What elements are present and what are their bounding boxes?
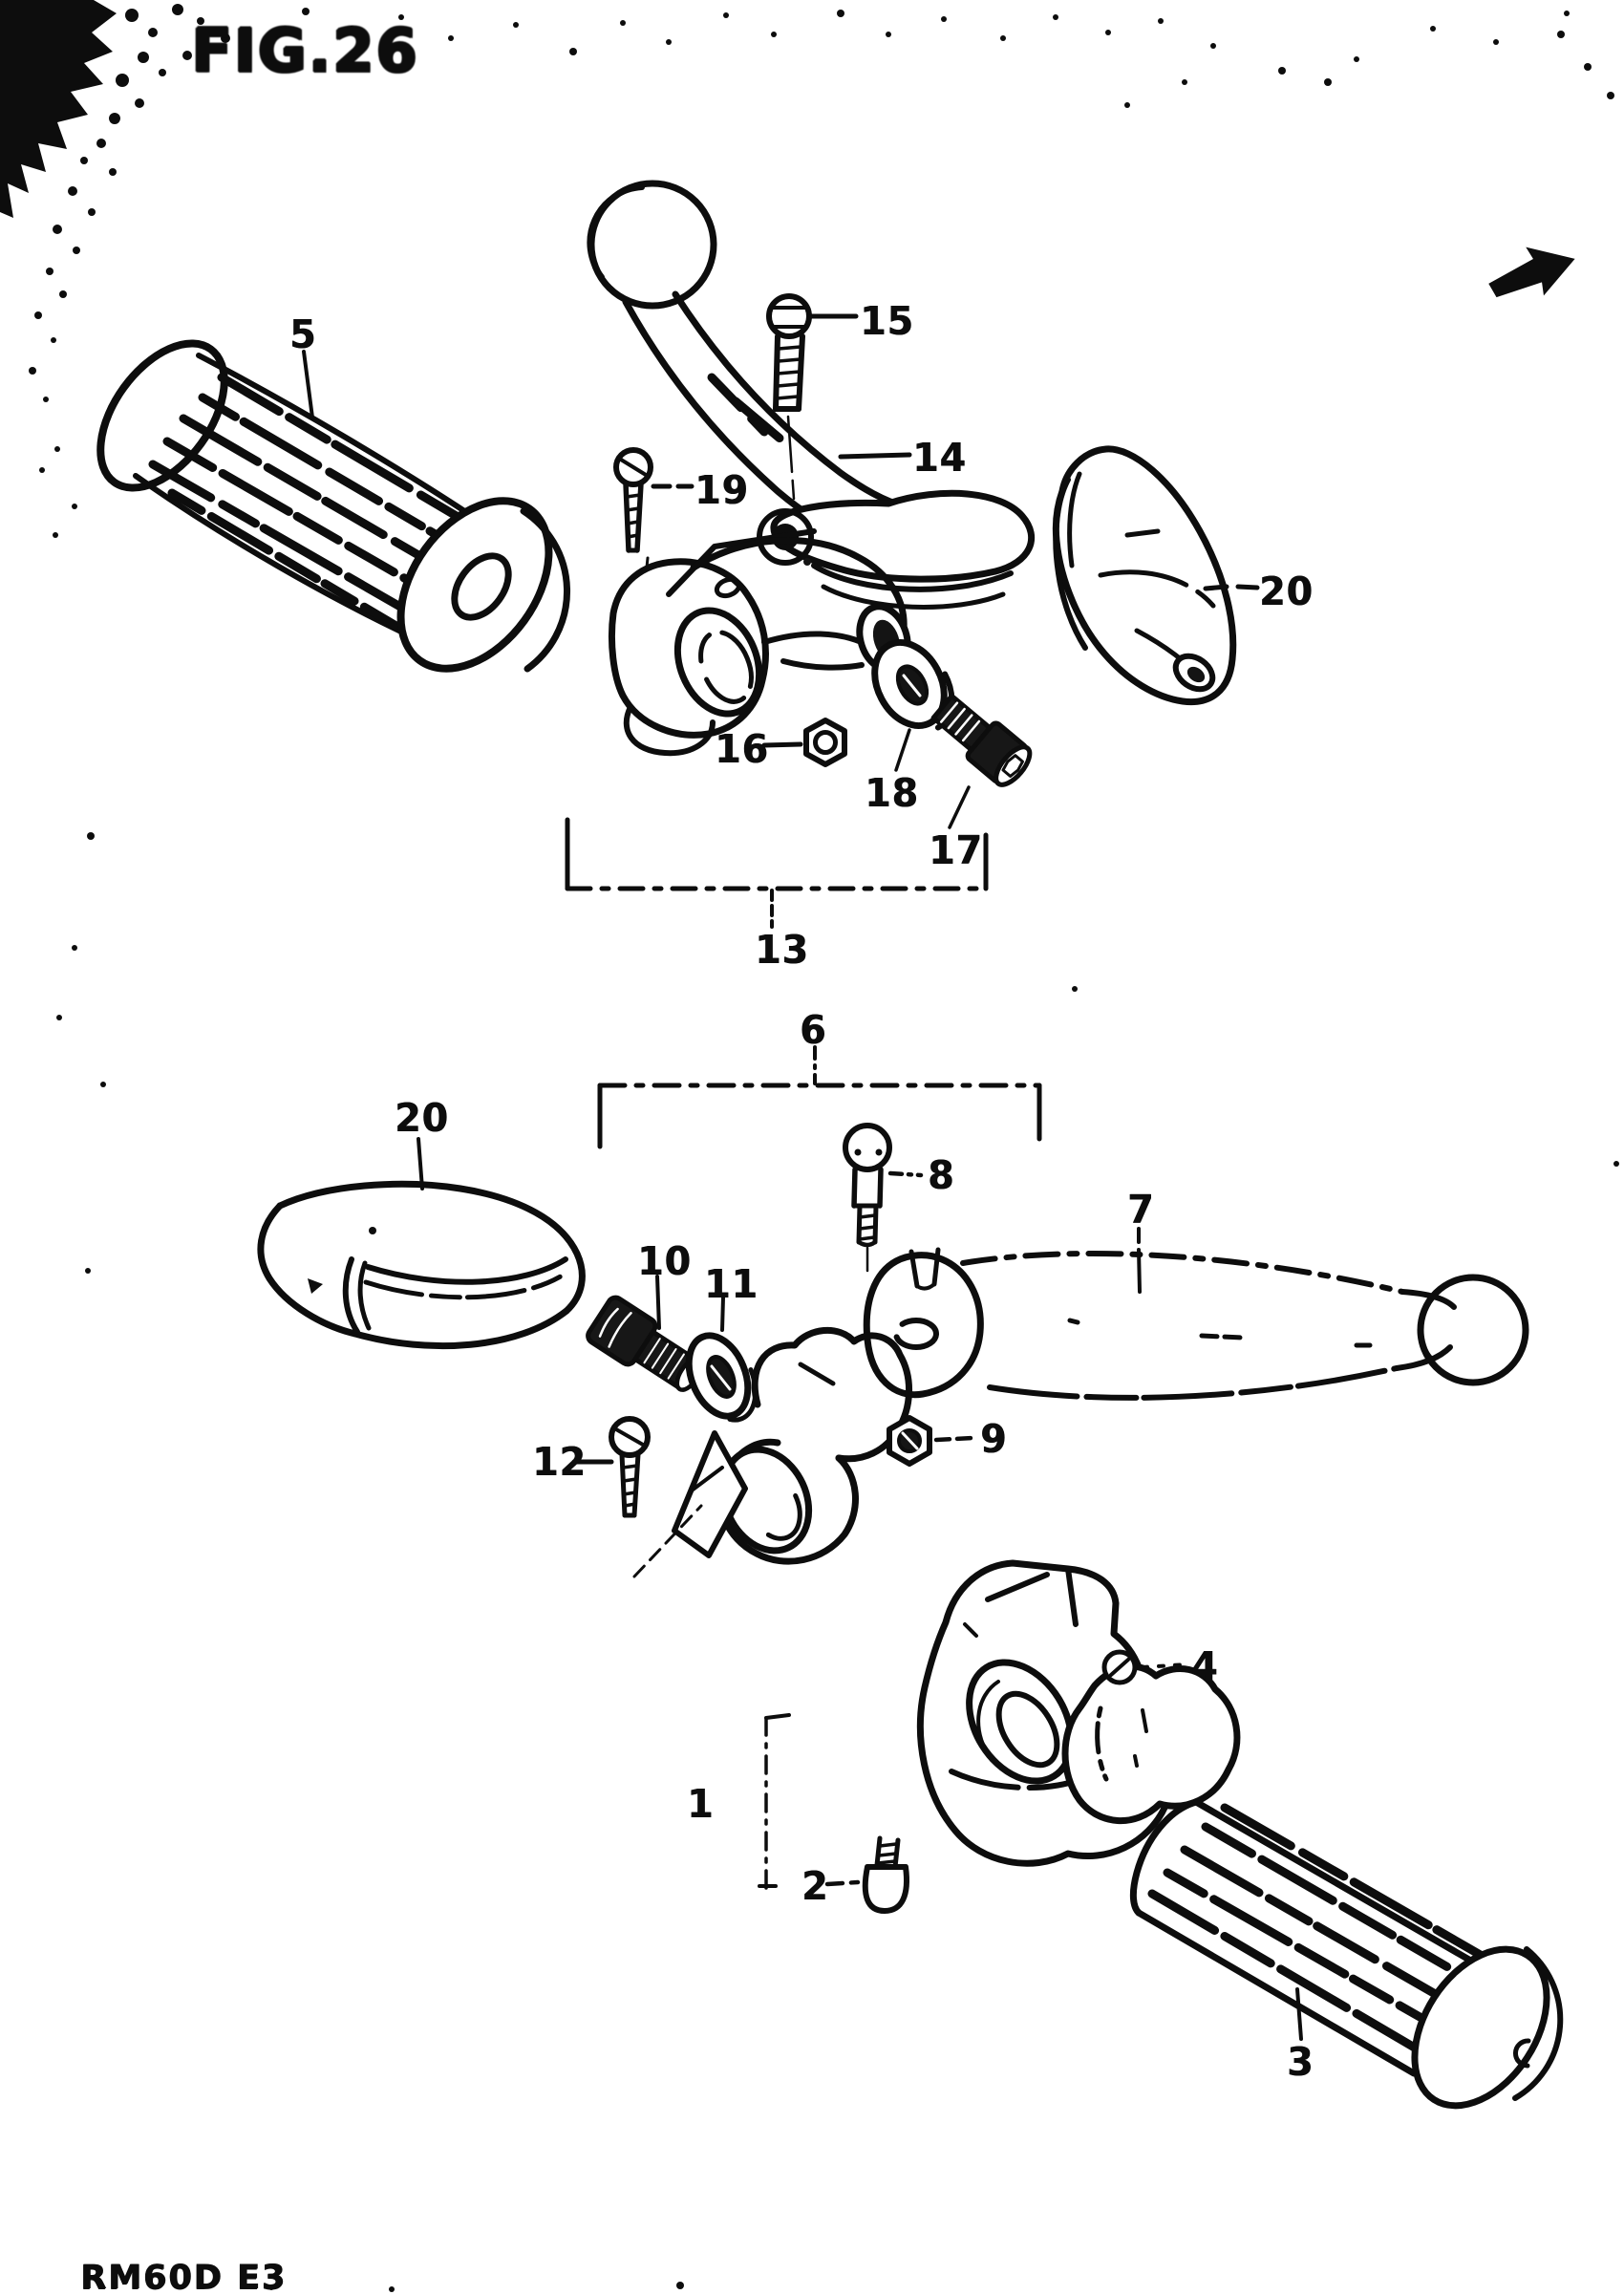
callout-7: 7 [1127, 1187, 1155, 1233]
leader-10 [657, 1276, 659, 1328]
throttle-grip-drawing [1133, 1802, 1573, 2130]
leader-9 [936, 1438, 972, 1440]
callout-17: 17 [929, 827, 983, 873]
lever-nut-drawing [889, 1418, 972, 1464]
callout-3: 3 [1287, 2039, 1314, 2085]
leader-20-upper [1206, 587, 1257, 589]
perch-nut-drawing [764, 720, 844, 764]
callout-19: 19 [694, 467, 749, 513]
callout-8: 8 [928, 1152, 955, 1198]
lever-cover-right-drawing [1056, 449, 1257, 702]
assembly-bracket-1 [759, 1715, 789, 1888]
callout-9: 9 [980, 1416, 1008, 1462]
throttle-tube-collar-drawing [1065, 1666, 1237, 1820]
callout-2: 2 [801, 1863, 829, 1909]
assembly-bracket-6 [600, 1047, 1039, 1147]
left-grip-drawing [75, 321, 579, 697]
leader-18 [896, 730, 909, 770]
callout-20-lower: 20 [395, 1095, 449, 1141]
leader-17 [950, 787, 969, 827]
callout-4: 4 [1191, 1643, 1219, 1689]
callout-5: 5 [289, 311, 317, 357]
callout-14: 14 [912, 435, 967, 481]
leader-5 [304, 352, 312, 418]
callout-10: 10 [637, 1238, 692, 1284]
callout-1: 1 [687, 1781, 715, 1827]
lever-pivot-bolt-drawing [769, 296, 856, 499]
lever-cover-left-drawing [261, 1139, 583, 1346]
leader-14 [841, 455, 909, 457]
callout-15: 15 [860, 298, 914, 344]
leader-8 [890, 1173, 921, 1175]
assembly-bracket-13 [567, 820, 986, 927]
callout-20-upper: 20 [1259, 568, 1314, 614]
lower-lever-drawing [866, 1229, 1526, 1398]
callout-6: 6 [800, 1007, 827, 1053]
callout-13: 13 [755, 927, 809, 973]
leader-2 [827, 1882, 858, 1884]
housing-bolt-drawing [827, 1838, 907, 1911]
callout-16: 16 [715, 726, 769, 772]
model-code: RM60D E3 [80, 2259, 287, 2295]
callout-11: 11 [704, 1261, 759, 1307]
pivot-bolt-upper-drawing [928, 689, 1036, 827]
leader-7 [1139, 1229, 1140, 1292]
callout-12: 12 [532, 1439, 587, 1485]
lockwasher-lower-drawing [678, 1298, 767, 1428]
upper-lever-holder-drawing [611, 531, 915, 753]
leader-3 [1297, 1989, 1301, 2039]
leader-16 [764, 744, 801, 745]
figure-title: FIG.26 [191, 15, 419, 85]
callout-18: 18 [865, 770, 919, 816]
direction-arrow-icon [1482, 235, 1582, 310]
